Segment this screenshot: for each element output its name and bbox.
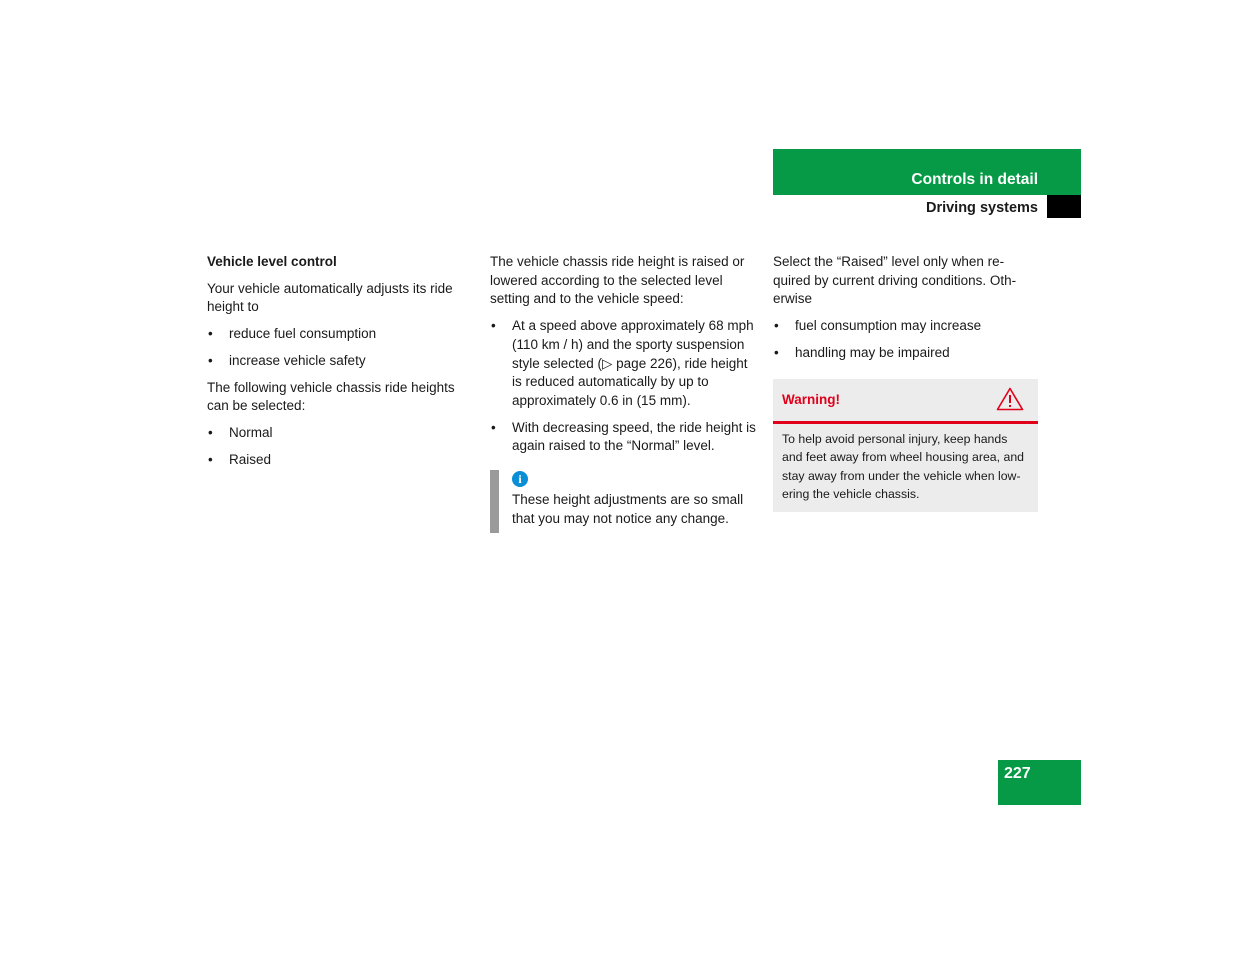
list-item: • Raised <box>207 451 473 470</box>
list-item: • At a speed above approximately 68 mph (110 km / h) and the sporty suspension style selected (▷ page 226), ride height is reduced automatically by up to approximately 0.6 in (15 mm). <box>490 317 756 411</box>
info-note <box>490 470 756 528</box>
speed-intro-paragraph: The vehicle chassis ride height is raised or lowered according to the selected level setting and to the vehicle speed: <box>490 254 745 307</box>
section-marker-block <box>1047 195 1081 218</box>
section-heading: Vehicle level control <box>207 254 337 269</box>
info-icon: i <box>512 471 528 487</box>
intro-paragraph: Your vehicle automatically adjusts its ride height to <box>207 280 453 315</box>
conditions-list <box>490 317 756 456</box>
section-header-band <box>773 149 1081 195</box>
heights-intro-paragraph: The following vehicle chassis ride heights can be selected: <box>207 379 455 414</box>
raised-intro-paragraph: Select the “Raised” level only when re-quired by current driving conditions. Oth-erwise <box>773 254 1017 307</box>
warning-box <box>773 379 1038 512</box>
page-number: 227 <box>1004 765 1031 782</box>
page-number-tab <box>998 760 1081 805</box>
list-item: • With decreasing speed, the ride height is again raised to the “Normal” level. <box>490 419 756 456</box>
purpose-list <box>207 325 473 370</box>
list-item: • Normal <box>207 424 473 443</box>
note-text: These height adjustments are so small that you may not notice any change. <box>512 492 744 526</box>
column-1 <box>207 253 473 477</box>
list-item: • increase vehicle safety <box>207 352 473 371</box>
list-item: • handling may be impaired <box>773 344 1039 363</box>
list-item: • fuel consumption may increase <box>773 317 1039 336</box>
column-2 <box>490 253 756 528</box>
heights-list <box>207 424 473 469</box>
warning-text: To help avoid personal injury, keep hands and feet away from wheel housing area, and stay away from under the vehicle when low-ering the vehicle chassis. <box>782 431 1024 502</box>
warning-triangle-icon <box>996 387 1024 411</box>
section-title: Controls in detail <box>911 171 1038 188</box>
note-bar <box>490 470 499 533</box>
column-3 <box>773 253 1039 512</box>
list-item: • reduce fuel consumption <box>207 325 473 344</box>
consequences-list <box>773 317 1039 362</box>
subsection-title: Driving systems <box>925 200 1038 216</box>
warning-header <box>773 379 1038 424</box>
warning-title: Warning! <box>782 391 840 407</box>
